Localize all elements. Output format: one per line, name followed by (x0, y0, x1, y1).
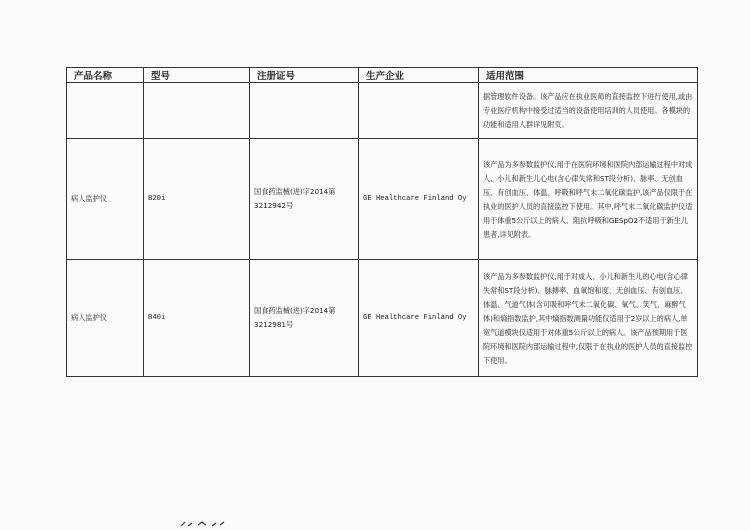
registration-no-cell: 国食药监械(进)字2014第3212942号 (250, 139, 359, 260)
table-header-row (67, 68, 698, 83)
header-model: 型号 (144, 68, 250, 83)
registration-no-cell (250, 83, 359, 139)
scope-cell (479, 139, 698, 260)
manufacturer-cell: GE Healthcare Finland Oy (359, 260, 479, 377)
header-manufacturer: 生产企业 (359, 68, 479, 83)
registration-no-cell: 国食药监械(进)字2014第3212981号 (250, 260, 359, 377)
product-name-cell (67, 83, 144, 139)
model-cell: B40i (144, 260, 250, 377)
header-scope: 适用范围 (479, 68, 698, 83)
scope-cell (479, 83, 698, 139)
model-cell: B20i (144, 139, 250, 260)
model-cell (144, 83, 250, 139)
header-registration-no: 注册证号 (250, 68, 359, 83)
product-name-cell: 病人监护仪 (67, 139, 144, 260)
header-product-name: 产品名称 (67, 68, 144, 83)
table-row (67, 83, 698, 139)
scope-cell (479, 260, 698, 377)
scan-mark-icon (180, 520, 225, 528)
scope-text: 该产品为多参数监护仪,用于对成人、小儿和新生儿的心电(含心律失常和ST段分析)、脉搏率、血氧饱和度、无创血压、有创血压、体温、气道气体(含可吸和呼气末二氧化碳、氧气、笑气、麻醉气体)和熵指数监护,其中熵指数测量功能仅适用于2岁以上的病人,单宽气道模块仅适用于对体重5公斤以上的病人。该产品预期用于医院环境和医院内部运输过程中,仅限于在执业的医护人员的直接监控下使用。 (483, 271, 693, 365)
registration-table (66, 67, 698, 377)
scope-text: 据管理软件设备。该产品应在执业医师的直接监控下进行使用,或由专业医疗机构中接受过适当的设备使用培训的人员使用。各模块的功能和适用人群详见附页。 (483, 92, 693, 129)
scope-text: 该产品为多参数监护仪,用于在医院环境和医院内部运输过程中对成人、小儿和新生儿心电(含心律失常和ST段分析)、脉率、无创血压、有创血压、体温、呼吸和呼气末二氧化碳监护,该产品仅限于在执业的医护人员的直接监控下使用。其中,呼气末二氧化碳监护仪适用于体重5公斤以上的病人、阻抗呼吸和GESpO2不适用于新生儿患者,详见附表。 (483, 159, 693, 239)
product-name-cell: 病人监护仪 (67, 260, 144, 377)
table-row (67, 260, 698, 377)
table-row (67, 139, 698, 260)
manufacturer-cell: GE Healthcare Finland Oy (359, 139, 479, 260)
manufacturer-cell (359, 83, 479, 139)
